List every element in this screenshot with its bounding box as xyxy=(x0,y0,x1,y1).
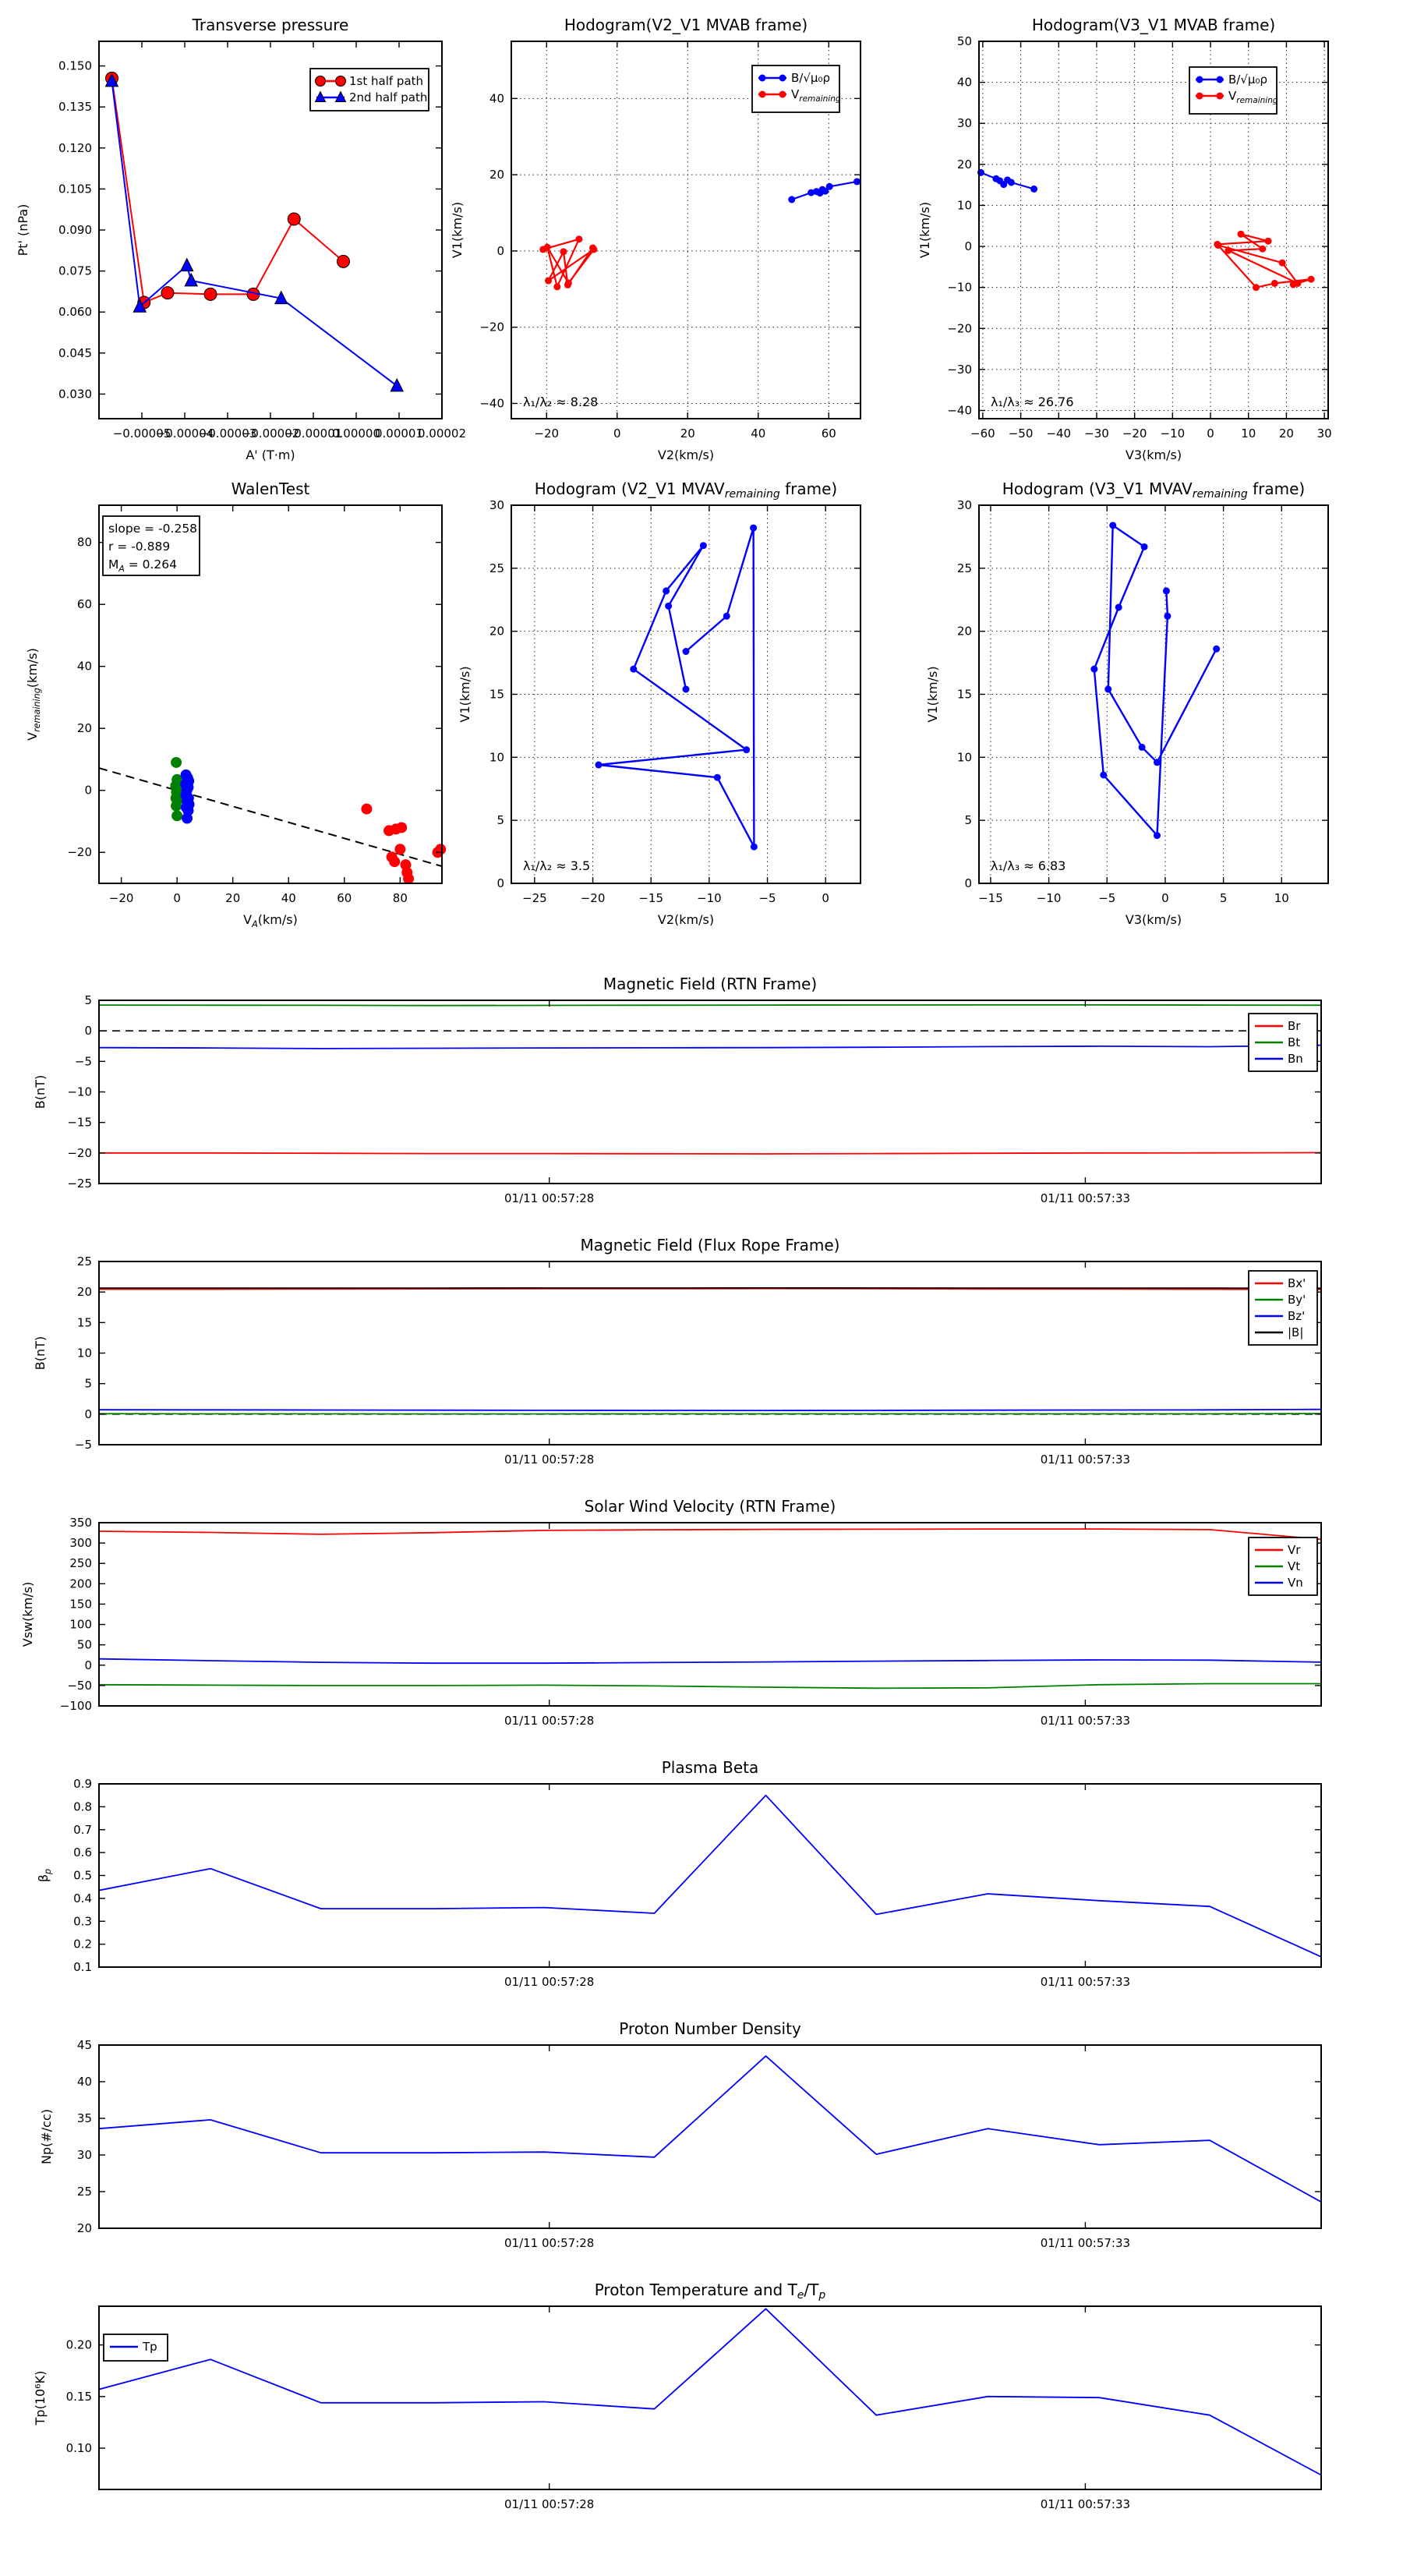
legend-label: Tp xyxy=(142,2340,157,2354)
y-tick-label: 5 xyxy=(84,1377,92,1391)
y-tick-label: 25 xyxy=(957,561,972,575)
annotation-text: λ₁/λ₃ ≈ 26.76 xyxy=(991,395,1074,409)
plot-hodogram-v2v1-mvav xyxy=(458,479,861,927)
y-axis-label: V1(km/s) xyxy=(450,202,465,258)
x-tick-label: 20 xyxy=(1279,426,1294,441)
legend-label: $V_{remaining}$ xyxy=(1228,89,1278,105)
y-tick-label: 50 xyxy=(77,1638,92,1652)
x-tick-label: 01/11 00:57:28 xyxy=(504,1191,594,1205)
x-tick-label: 60 xyxy=(337,891,352,905)
y-tick-label: 30 xyxy=(489,498,504,512)
y-tick-label: 0 xyxy=(84,1407,92,1421)
legend-label: Vr xyxy=(1288,1543,1301,1557)
plot-mag-field-rtn xyxy=(33,975,1321,1205)
x-tick-label: 0 xyxy=(173,891,181,905)
series-B/sqrt(mu0 rho) xyxy=(788,178,861,203)
x-tick-label: 5 xyxy=(1220,891,1228,905)
ticks xyxy=(60,1516,1321,1728)
x-axis-label: V2(km/s) xyxy=(658,912,714,927)
series-Br xyxy=(99,1152,1321,1154)
x-tick-label: −15 xyxy=(638,891,663,905)
x-tick-label: −0.00005 xyxy=(113,426,171,441)
x-tick-label: −10 xyxy=(697,891,722,905)
ticks xyxy=(489,498,861,905)
y-tick-label: 45 xyxy=(77,2038,92,2052)
y-axis-label: $\beta_p$ xyxy=(36,1869,53,1882)
legend-label: Bt xyxy=(1288,1035,1300,1049)
y-tick-label: 20 xyxy=(957,625,972,639)
series-scatter-red xyxy=(361,804,446,884)
x-tick-label: 0.00000 xyxy=(332,426,380,441)
x-tick-label: 20 xyxy=(680,426,695,441)
y-tick-label: 10 xyxy=(77,1346,92,1361)
series-path xyxy=(1090,522,1220,839)
x-tick-label: −50 xyxy=(1009,426,1034,441)
y-tick-label: −20 xyxy=(67,845,92,859)
y-tick-label: 0.1 xyxy=(73,1960,92,1974)
y-tick-label: 0.120 xyxy=(58,141,92,155)
plot-title: Magnetic Field (RTN Frame) xyxy=(603,975,817,993)
plot-hodogram-v2v1-mvab xyxy=(450,16,861,462)
y-tick-label: 200 xyxy=(69,1576,92,1591)
series-Tp xyxy=(99,2309,1321,2475)
y-tick-label: 40 xyxy=(77,2075,92,2089)
y-axis-label: V1(km/s) xyxy=(917,202,932,258)
x-tick-label: 01/11 00:57:33 xyxy=(1041,1453,1130,1467)
series-B/sqrt(mu0 rho) xyxy=(977,169,1037,193)
annotation xyxy=(991,395,1074,409)
x-tick-label: 0.00001 xyxy=(375,426,423,441)
x-tick-label: 0.00002 xyxy=(418,426,466,441)
legend-label: By' xyxy=(1288,1293,1306,1307)
x-tick-label: 10 xyxy=(1274,891,1289,905)
y-tick-label: 80 xyxy=(77,536,92,550)
x-tick-label: 0 xyxy=(1161,891,1169,905)
plot-proton-density xyxy=(39,2019,1321,2250)
series-path xyxy=(595,525,758,851)
legend-label: Vn xyxy=(1288,1576,1303,1590)
ticks xyxy=(957,498,1328,905)
x-tick-label: 60 xyxy=(822,426,836,441)
legend-label: Vt xyxy=(1288,1559,1300,1573)
legend xyxy=(752,65,841,112)
x-tick-label: 10 xyxy=(1241,426,1256,441)
y-tick-label: 0.10 xyxy=(66,2441,92,2455)
x-tick-label: 30 xyxy=(1317,426,1332,441)
plot-walen-test xyxy=(25,479,446,929)
y-tick-label: −10 xyxy=(67,1085,92,1099)
legend-label: Br xyxy=(1288,1019,1301,1033)
x-tick-label: 0 xyxy=(822,891,829,905)
x-tick-label: −5 xyxy=(758,891,776,905)
y-tick-label: −20 xyxy=(67,1146,92,1160)
y-tick-label: −40 xyxy=(947,403,972,417)
plot-title: Magnetic Field (Flux Rope Frame) xyxy=(581,1236,840,1254)
x-tick-label: −30 xyxy=(1084,426,1109,441)
legend xyxy=(310,69,429,111)
y-tick-label: 20 xyxy=(77,721,92,735)
x-tick-label: −0.00001 xyxy=(284,426,343,441)
legend xyxy=(1249,1537,1317,1595)
series-Vt xyxy=(99,1684,1321,1689)
x-tick-label: 0 xyxy=(1207,426,1214,441)
series-Bn xyxy=(99,1046,1321,1049)
y-tick-label: −20 xyxy=(479,320,504,334)
x-tick-label: −20 xyxy=(1122,426,1147,441)
x-tick-label: −0.00002 xyxy=(242,426,300,441)
y-tick-label: 5 xyxy=(84,993,92,1007)
y-tick-label: 0.9 xyxy=(73,1777,92,1791)
x-axis-label: V2(km/s) xyxy=(658,448,714,462)
y-axis-label: V1(km/s) xyxy=(458,666,472,722)
y-tick-label: 40 xyxy=(489,91,504,105)
y-tick-label: 0.7 xyxy=(73,1823,92,1837)
y-tick-label: 0.8 xyxy=(73,1799,92,1813)
x-tick-label: −20 xyxy=(109,891,134,905)
x-tick-label: 01/11 00:57:33 xyxy=(1041,1191,1130,1205)
annotation xyxy=(523,858,590,873)
y-tick-label: −40 xyxy=(479,396,504,410)
axes-frame xyxy=(99,2306,1321,2489)
x-tick-label: −0.00003 xyxy=(199,426,257,441)
y-tick-label: 0.135 xyxy=(58,100,92,114)
legend-label: |B| xyxy=(1288,1325,1303,1339)
x-tick-label: −10 xyxy=(1037,891,1062,905)
y-tick-label: 20 xyxy=(957,157,972,172)
plot-title: Hodogram(V2_V1 MVAB frame) xyxy=(564,16,808,34)
y-tick-label: 20 xyxy=(77,2221,92,2235)
legend xyxy=(1249,1271,1317,1345)
plot-title: Proton Temperature and $T_e/T_p$ xyxy=(595,2281,826,2302)
ticks xyxy=(67,993,1321,1205)
x-tick-label: 01/11 00:57:28 xyxy=(504,2497,594,2511)
series-scatter-blue xyxy=(180,770,194,824)
annotation-text: λ₁/λ₂ ≈ 8.28 xyxy=(523,395,598,409)
plot-title: Hodogram (V2_V1 $MVAV_{remaining}$ frame) xyxy=(535,479,837,501)
y-tick-label: 30 xyxy=(957,498,972,512)
grid xyxy=(979,505,1328,883)
y-tick-label: 40 xyxy=(77,660,92,674)
plot-solar-wind-velocity xyxy=(20,1497,1321,1728)
x-tick-label: 01/11 00:57:33 xyxy=(1041,1975,1130,1989)
y-tick-label: 0.090 xyxy=(58,223,92,237)
axes-frame xyxy=(99,2045,1321,2228)
x-tick-label: 40 xyxy=(281,891,296,905)
axes-frame xyxy=(99,1784,1321,1967)
annotation-text: λ₁/λ₂ ≈ 3.5 xyxy=(523,858,590,873)
legend xyxy=(1189,67,1278,114)
y-tick-label: 0.15 xyxy=(66,2390,92,2404)
y-tick-label: 0.030 xyxy=(58,387,92,401)
y-tick-label: −15 xyxy=(67,1116,92,1130)
x-tick-label: −20 xyxy=(581,891,606,905)
y-tick-label: 0.150 xyxy=(58,59,92,73)
annotation-line: slope = -0.258 xyxy=(108,522,197,536)
x-tick-label: −20 xyxy=(534,426,559,441)
y-tick-label: −30 xyxy=(947,363,972,377)
y-tick-label: 0.4 xyxy=(73,1891,92,1905)
y-tick-label: 0.075 xyxy=(58,264,92,278)
annotation-line: r = -0.889 xyxy=(108,540,170,554)
x-tick-label: −60 xyxy=(970,426,995,441)
annotation xyxy=(991,858,1066,873)
y-tick-label: 0 xyxy=(964,876,972,890)
y-tick-label: 0 xyxy=(84,1024,92,1038)
y-tick-label: 5 xyxy=(964,813,972,827)
series-V remaining xyxy=(1214,231,1314,291)
y-tick-label: 0 xyxy=(497,876,504,890)
x-tick-label: 01/11 00:57:28 xyxy=(504,1453,594,1467)
y-axis-label: Tp(10⁶K) xyxy=(33,2371,48,2426)
y-tick-label: 250 xyxy=(69,1556,92,1570)
plot-title: Plasma Beta xyxy=(662,1758,759,1777)
x-tick-label: 01/11 00:57:33 xyxy=(1041,2497,1130,2511)
legend-label: $V_{remaining}$ xyxy=(791,87,841,104)
y-tick-label: 0.105 xyxy=(58,182,92,196)
y-tick-label: 0 xyxy=(84,784,92,798)
legend-label: Bz' xyxy=(1288,1309,1305,1323)
x-axis-label: V3(km/s) xyxy=(1126,912,1182,927)
x-tick-label: 01/11 00:57:28 xyxy=(504,1714,594,1728)
y-tick-label: −25 xyxy=(67,1177,92,1191)
plot-transverse-pressure xyxy=(16,16,466,462)
plot-title: Hodogram(V3_V1 MVAB frame) xyxy=(1032,16,1275,34)
y-tick-label: 25 xyxy=(489,561,504,575)
plot-hodogram-v3v1-mvab xyxy=(917,16,1332,462)
plot-proton-temperature xyxy=(33,2281,1321,2511)
x-tick-label: −40 xyxy=(1046,426,1071,441)
annotation-line: $M_A = 0.264$ xyxy=(108,557,177,574)
y-tick-label: 150 xyxy=(69,1597,92,1611)
legend xyxy=(1249,1014,1317,1071)
y-tick-label: 0.5 xyxy=(73,1869,92,1883)
y-axis-label: Pt' (nPa) xyxy=(16,204,30,257)
y-axis-label: $V_{remaining}(km/s)$ xyxy=(25,648,42,741)
series-V remaining xyxy=(539,235,597,290)
y-tick-label: 0.2 xyxy=(73,1937,92,1951)
annotation-text: λ₁/λ₃ ≈ 6.83 xyxy=(991,858,1066,873)
ticks xyxy=(73,1777,1321,1989)
x-tick-label: −10 xyxy=(1161,426,1186,441)
y-axis-label: Vsw(km/s) xyxy=(20,1582,35,1647)
y-tick-label: 0.060 xyxy=(58,305,92,319)
legend-label: Bx' xyxy=(1288,1276,1306,1290)
annotation xyxy=(103,516,200,575)
x-tick-label: 40 xyxy=(751,426,765,441)
series-Bt xyxy=(99,1005,1321,1006)
series-fit xyxy=(99,768,442,866)
ticks xyxy=(75,1254,1321,1467)
y-tick-label: 300 xyxy=(69,1536,92,1550)
y-tick-label: 10 xyxy=(957,750,972,764)
x-tick-label: −5 xyxy=(1098,891,1115,905)
series-2nd half path xyxy=(106,74,404,391)
plot-hodogram-v3v1-mvav xyxy=(925,479,1328,927)
plot-title: WalenTest xyxy=(231,479,310,498)
ticks xyxy=(77,2038,1321,2250)
x-tick-label: −25 xyxy=(522,891,547,905)
y-tick-label: 40 xyxy=(957,76,972,90)
y-tick-label: 20 xyxy=(489,625,504,639)
legend-label: B/√μ₀ρ xyxy=(791,71,830,85)
y-tick-label: 15 xyxy=(957,688,972,702)
y-tick-label: 0.3 xyxy=(73,1914,92,1928)
x-tick-label: −0.00004 xyxy=(156,426,214,441)
y-tick-label: 100 xyxy=(69,1618,92,1632)
y-tick-label: 30 xyxy=(957,116,972,130)
legend-label: 1st half path xyxy=(349,74,423,88)
y-tick-label: 30 xyxy=(77,2148,92,2162)
y-axis-label: B(nT) xyxy=(33,1075,48,1109)
grid xyxy=(511,505,861,883)
y-tick-label: −50 xyxy=(67,1679,92,1693)
legend-label: 2nd half path xyxy=(349,90,427,104)
legend-label: Bn xyxy=(1288,1052,1303,1066)
axes-frame xyxy=(99,1000,1321,1184)
x-tick-label: 80 xyxy=(393,891,408,905)
y-tick-label: 0 xyxy=(964,239,972,253)
series-scatter-green xyxy=(170,757,183,821)
x-axis-label: V3(km/s) xyxy=(1126,448,1182,462)
y-tick-label: 350 xyxy=(69,1516,92,1530)
y-tick-label: 0.045 xyxy=(58,346,92,360)
y-tick-label: 25 xyxy=(77,1254,92,1269)
ticks xyxy=(66,2306,1321,2511)
plot-title: Proton Number Density xyxy=(619,2019,801,2038)
y-tick-label: 0 xyxy=(84,1658,92,1672)
y-tick-label: −5 xyxy=(75,1438,92,1452)
axes-frame xyxy=(99,1523,1321,1706)
plot-title: Solar Wind Velocity (RTN Frame) xyxy=(585,1497,836,1516)
y-tick-label: 35 xyxy=(77,2111,92,2125)
y-tick-label: −10 xyxy=(947,281,972,295)
y-tick-label: −20 xyxy=(947,321,972,335)
x-tick-label: 20 xyxy=(225,891,240,905)
y-tick-label: 5 xyxy=(497,813,504,827)
y-tick-label: 50 xyxy=(957,34,972,48)
legend-label: B/√μ₀ρ xyxy=(1228,73,1267,87)
plot-plasma-beta xyxy=(36,1758,1321,1989)
y-axis-label: Np(#/cc) xyxy=(39,2109,54,2164)
plot-title: Hodogram (V3_V1 $MVAV_{remaining}$ frame) xyxy=(1002,479,1305,501)
series-Np xyxy=(99,2056,1321,2202)
plot-title: Transverse pressure xyxy=(192,16,349,34)
x-tick-label: 01/11 00:57:33 xyxy=(1041,2236,1130,2250)
x-axis-label: A' (T·m) xyxy=(246,448,295,462)
y-tick-label: 0.20 xyxy=(66,2338,92,2352)
x-tick-label: 01/11 00:57:33 xyxy=(1041,1714,1130,1728)
y-tick-label: 0 xyxy=(497,244,504,258)
plot-mag-field-flux-rope xyxy=(33,1236,1321,1467)
x-tick-label: 0 xyxy=(613,426,621,441)
annotation xyxy=(523,395,598,409)
y-axis-label: B(nT) xyxy=(33,1336,48,1370)
x-tick-label: −15 xyxy=(978,891,1003,905)
y-tick-label: 10 xyxy=(957,198,972,212)
y-tick-label: −100 xyxy=(60,1699,92,1713)
y-tick-label: 10 xyxy=(489,750,504,764)
x-axis-label: $V_A(km/s)$ xyxy=(243,912,298,929)
series-Vr xyxy=(99,1529,1321,1539)
y-tick-label: 20 xyxy=(489,168,504,182)
y-tick-label: 60 xyxy=(77,597,92,611)
series-beta_p xyxy=(99,1796,1321,1957)
x-tick-label: 01/11 00:57:28 xyxy=(504,2236,594,2250)
y-tick-label: 0.6 xyxy=(73,1845,92,1859)
y-tick-label: 25 xyxy=(77,2185,92,2199)
x-tick-label: 01/11 00:57:28 xyxy=(504,1975,594,1989)
y-tick-label: 20 xyxy=(77,1285,92,1299)
y-tick-label: −5 xyxy=(75,1054,92,1068)
y-tick-label: 15 xyxy=(489,688,504,702)
y-tick-label: 15 xyxy=(77,1315,92,1329)
legend xyxy=(104,2334,168,2361)
series-Vn xyxy=(99,1659,1321,1664)
y-axis-label: V1(km/s) xyxy=(925,666,940,722)
